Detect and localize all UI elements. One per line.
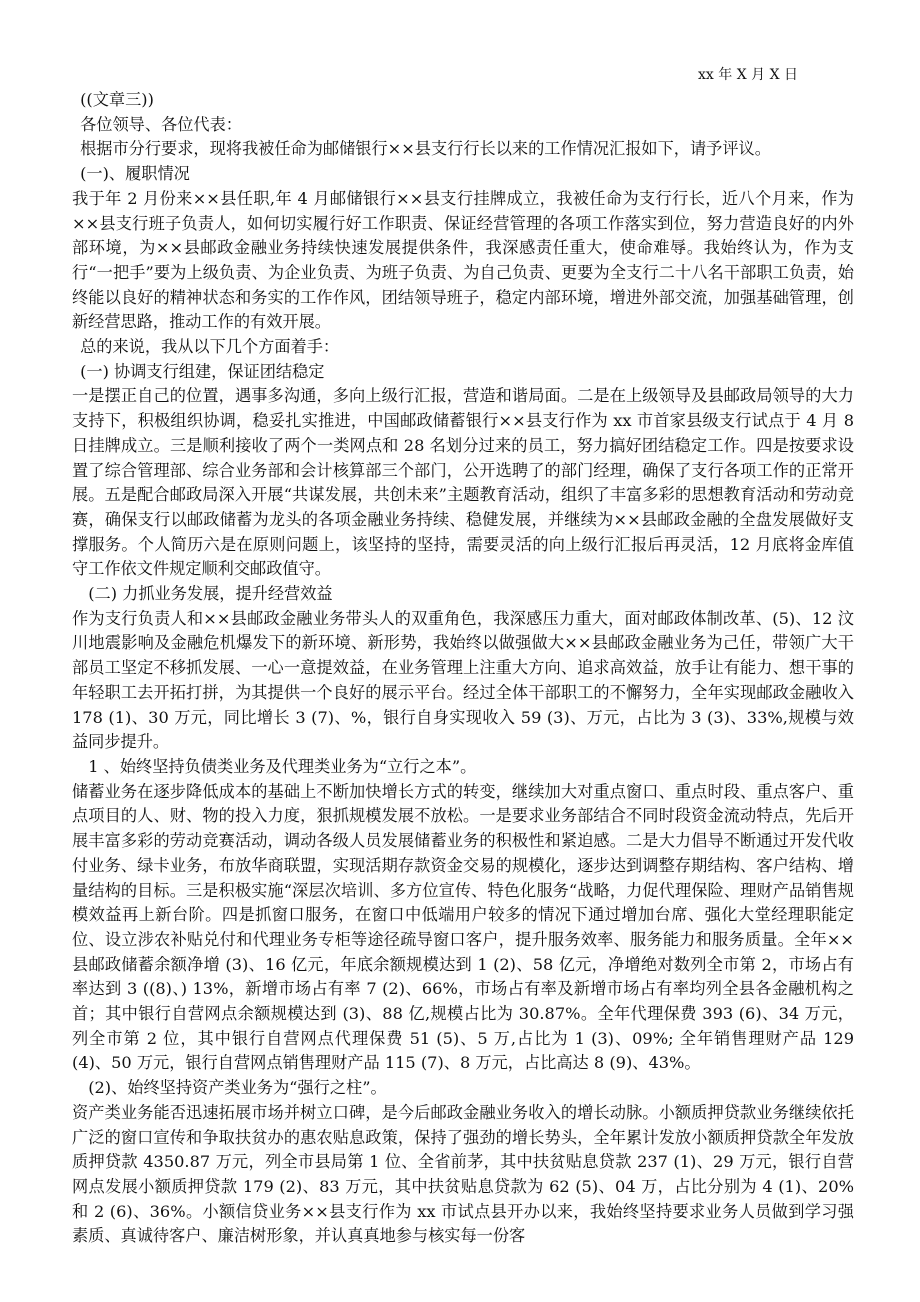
body-paragraph: 一是摆正自己的位置，遇事多沟通，多向上级行汇报，营造和谐局面。二是在上级领导及县邮政局领导的大力支持下，积极组织协调，稳妥扎实推进，中国邮政储蓄银行××县支行作为 xx 市首家县级支行试点于 4 月 8 日挂牌成立。三是顺利接收了两个一类网点和 28 名划分过来的员工，努力搞好团结稳定工作。四是按要求设置了综合管理部、综合业务部和会计核算部三个部门，公开选聘了的部门经理，确保了支行各项工作的正常开展。五是配合邮政局深入开展“共谋发展，共创未来”主题教育活动，组织了丰富多彩的思想教育活动和劳动竞赛，确保支行以邮政储蓄为龙头的各项金融业务持续、稳健发展，并继续为××县邮政金融的全盘发展做好支撑服务。个人简历六是在原则问题上，该坚持的坚持，需要灵活的向上级行汇报后再灵活，12 月底将金库值守工作依文件规定顺利交邮政值守。	[72, 386, 854, 579]
body-paragraph: 我于年 2 月份来××县任职,年 4 月邮储银行××县支行挂牌成立，我被任命为支行行长，近八个月来，作为××县支行班子负责人，如何切实履行好工作职责、保证经营管理的各项工作落实到位，努力营造良好的内外部环境，为××县邮政金融业务持续快速发展提供条件，我深感责任重大，使命难辱。我始终认为，作为支行“一把手”要为上级负责、为企业负责、为班子负责、为自己负责、更要为全支行二十八名干部职工负责，始终能以良好的精神状态和务实的工作作风，团结领导班子，稳定内部环境，增进外部交流，加强基础管理，创新经营思路，推动工作的有效开展。	[72, 188, 854, 332]
body-paragraph: 总的来说，我从以下几个方面着手：	[80, 337, 340, 357]
document-body	[72, 88, 854, 1249]
intro-paragraph: 根据市分行要求，现将我被任命为邮储银行××县支行行长以来的工作情况汇报如下，请予评议。	[80, 139, 771, 159]
section-heading-duties: (一)、履职情况	[80, 164, 190, 184]
body-paragraph: 资产类业务能否迅速拓展市场并树立口碑，是今后邮政金融业务收入的增长动脉。小额质押贷款业务继续依托广泛的窗口宣传和争取扶贫办的惠农贴息政策，保持了强劲的增长势头，全年累计发放小额质押贷款全年发放质押贷款 4350.87 万元，列全市县局第 1 位、全省前茅，其中扶贫贴息贷款 237 (1)、29 万元，银行自营网点发展小额质押贷款 179 (2)、83 万元，其中扶贫贴息贷款为 62 (5)、04 万，占比分别为 4 (1)、20%和 2 (6)、36%。小额信贷业务××县支行作为 xx 市试点县开办以来，我始终坚持要求业务人员做到学习强素质、真诚待客户、廉洁树形象，并认真真地参与核实每一份客	[72, 1102, 854, 1246]
body-paragraph: 作为支行负责人和××县邮政金融业务带头人的双重角色，我深感压力重大，面对邮政体制改革、(5)、12 汶川地震影响及金融危机爆发下的新环境、新形势，我始终以做强做大××县邮政金融业务为己任，带领广大干部员工坚定不移抓发展、一心一意提效益，在业务管理上注重大方向、追求高效益，放手让有能力、想干事的年轻职工去开拓打拼，为其提供一个良好的展示平台。经过全体干部职工的不懈努力，全年实现邮政金融收入 178 (1)、30 万元，同比增长 3 (7)、%，银行自身实现收入 59 (3)、万元，占比为 3 (3)、33%,规模与效益同步提升。	[72, 608, 854, 752]
item-heading: (2)、始终坚持资产类业务为“强行之柱”。	[88, 1078, 387, 1098]
subsection-heading: (二) 力抓业务发展，提升经营效益	[88, 584, 333, 604]
article-label: ((文章三))	[80, 90, 154, 109]
item-heading: 1 、始终坚持负债类业务及代理类业务为“立行之本”。	[88, 756, 477, 776]
salutation: 各位领导、各位代表：	[80, 114, 242, 134]
header-date: xx 年 X 月 X 日	[698, 67, 798, 83]
subsection-heading: (一) 协调支行组建，保证团结稳定	[80, 361, 325, 381]
body-paragraph: 储蓄业务在逐步降低成本的基础上不断加快增长方式的转变，继续加大对重点窗口、重点时段、重点客户、重点项目的人、财、物的投入力度，狠抓规模发展不放松。一是要求业务部结合不同时段资金流动特点，先后开展丰富多彩的劳动竞赛活动，调动各级人员发展储蓄业务的积极性和紧迫感。二是大力倡导不断通过开发代收付业务、绿卡业务，布放华商联盟，实现活期存款资金交易的规模化，逐步达到调整存期结构、客户结构、增量结构的目标。三是积极实施“深层次培训、多方位宣传、特色化服务“战略，力促代理保险、理财产品销售规模效益再上新台阶。四是抓窗口服务，在窗口中低端用户较多的情况下通过增加台席、强化大堂经理职能定位、设立涉农补贴兑付和代理业务专柜等途径疏导窗口客户，提升服务效率、服务能力和服务质量。全年××县邮政储蓄余额净增 (3)、16 亿元，年底余额规模达到 1 (2)、58 亿元，净增绝对数列全市第 2，市场占有率达到 3 ((8)、) 13%，新增市场占有率 7 (2)、66%，市场占有率及新增市场占有率均列全县各金融机构之首；其中银行自营网点余额规模达到 (3)、88 亿,规模占比为 30.87%。全年代理保费 393 (6)、34 万元，列全市第 2 位，其中银行自营网点代理保费 51 (5)、5 万,占比为 1 (3)、09%; 全年销售理财产品 129 (4)、50 万元，银行自营网点销售理财产品 115 (7)、8 万元，占比高达 8 (9)、43%。	[72, 781, 854, 1073]
